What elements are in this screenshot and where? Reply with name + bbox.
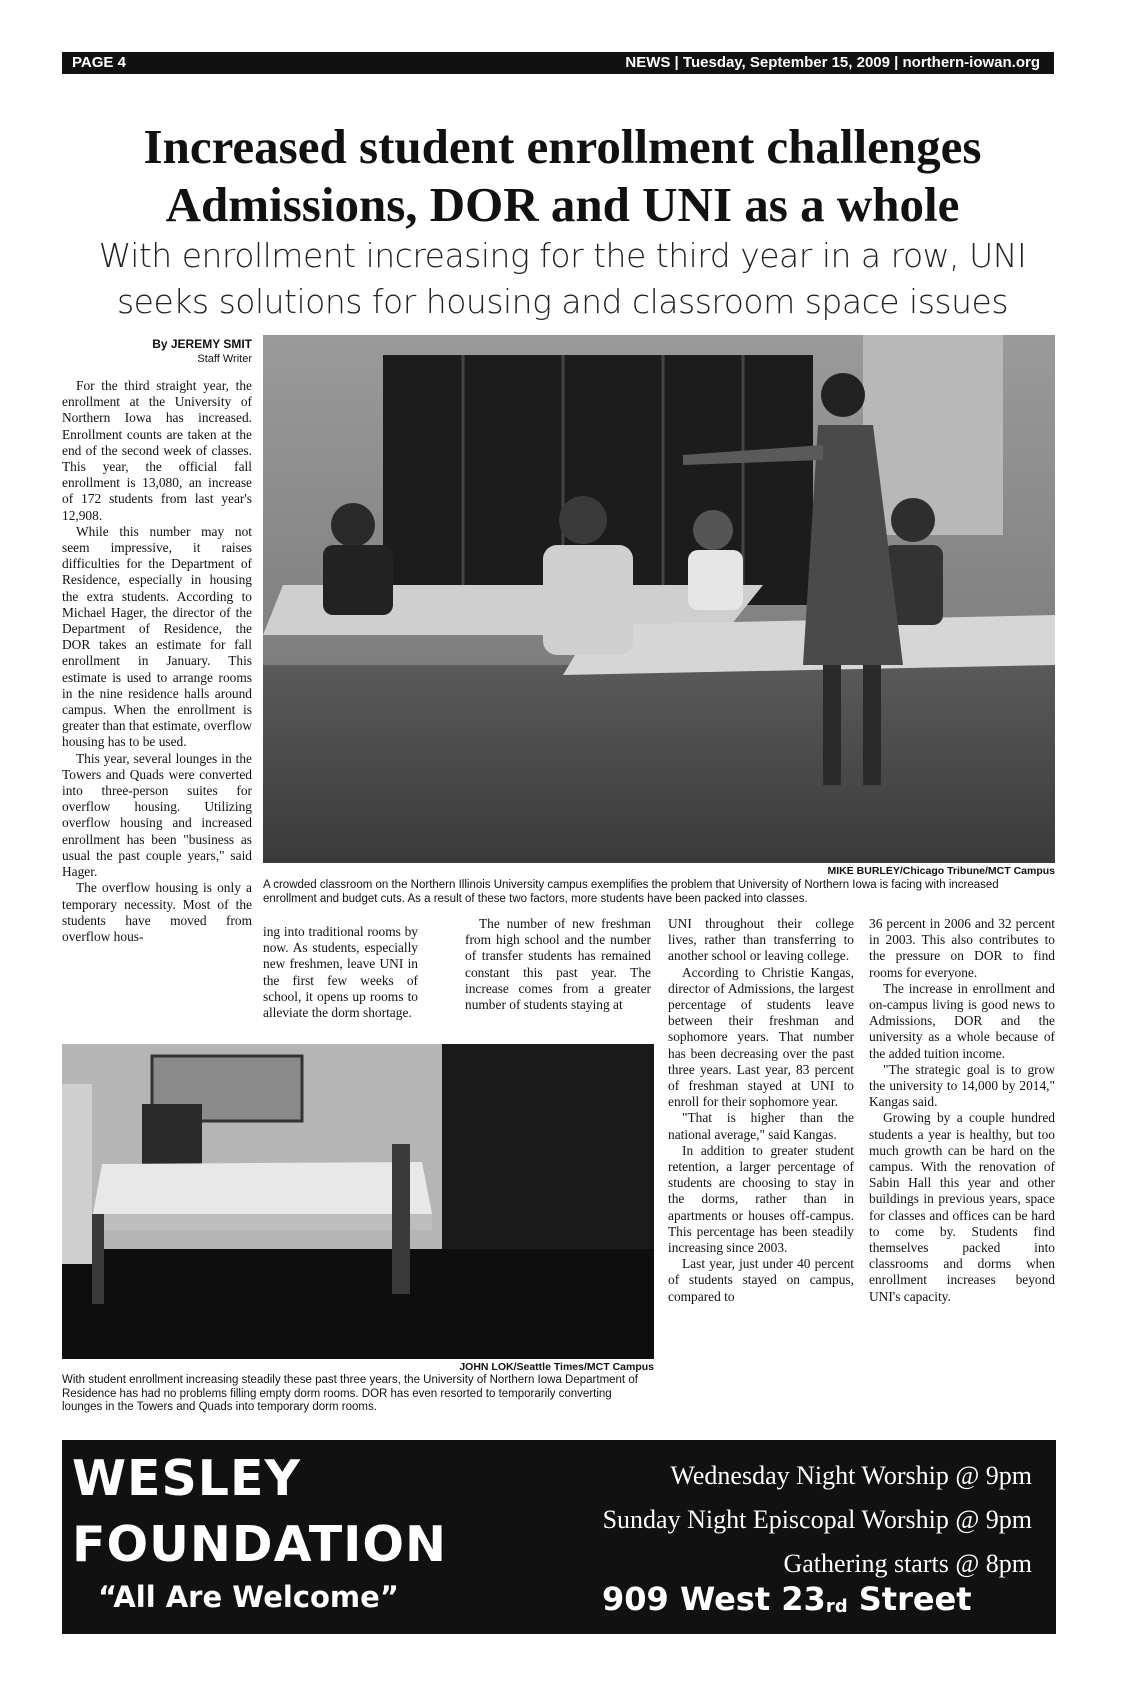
headline — [40, 118, 1085, 234]
paragraph: For the third straight year, the enrollment at the University of Northern Iowa has increased. Enrollment counts are taken at the end of the second week of classes. This year, the official fall enrollment is 13,080, an increase of 172 students from last year's 12,908. — [62, 378, 252, 523]
ad-schedule-line: Sunday Night Episcopal Worship @ 9pm — [602, 1505, 1032, 1534]
dorm-room-photo — [62, 1044, 654, 1359]
paragraph: While this number may not seem impressive, it raises difficulties for the Department of Residence, especially in housing the extra students. According to Michael Hager, the director of the Department of Residence, the DOR takes an estimate for fall enrollment in January. This estimate is used to arrange rooms in the nine residence halls around campus. When the enrollment is greater than that estimate, overflow housing has to be used. — [62, 523, 252, 750]
ad-schedule-line: Wednesday Night Worship @ 9pm — [670, 1461, 1032, 1490]
paragraph: The overflow housing is only a temporary necessity. Most of the students have moved from overflow hous- — [62, 880, 252, 944]
paragraph: This year, several lounges in the Towers and Quads were converted into three-person suites for overflow housing. Utilizing overflow housing and increased enrollment has been "business as usual the past couple years," said Hager. — [62, 750, 252, 880]
paragraph: ing into traditional rooms by now. As students, especially new freshmen, leave UNI in the first few weeks of school, it opens up rooms to alleviate the dorm shortage. — [263, 924, 418, 1021]
byline-title: Staff Writer — [197, 353, 252, 365]
page-header-bar — [62, 52, 1054, 74]
article-column-1 — [62, 378, 252, 945]
ad-address — [602, 1580, 972, 1618]
dorm-room-photo-image — [62, 1044, 654, 1359]
byline-name: By JEREMY SMIT — [152, 337, 252, 351]
classroom-photo-image — [263, 335, 1055, 863]
article-column-5 — [869, 916, 1055, 1305]
ad-address-street: Street — [847, 1580, 972, 1618]
section-dateline: NEWS | Tuesday, September 15, 2009 | northern-iowan.org — [625, 54, 1040, 71]
article-column-3 — [465, 916, 651, 1013]
page-number: PAGE 4 — [72, 54, 126, 71]
photo-caption: A crowded classroom on the Northern Illinois University campus exemplifies the problem that University of Northern Iowa is facing with increased enrollment and budget cuts. As a result of these two factors, more students have been packed into classes. — [263, 879, 999, 905]
byline — [62, 337, 252, 365]
paragraph: According to Christie Kangas, director of Admissions, the largest percentage of students leave between their freshman and sophomore years. That number has been decreasing over the past three years. Last year, 83 percent of freshman stayed at UNI to enroll for their sophomore year. — [668, 964, 854, 1110]
paragraph: Last year, just under 40 percent of students stayed on campus, compared to — [668, 1256, 854, 1304]
subheadline-line-1: With enrollment increasing for the third year in a row, UNI — [98, 236, 1027, 275]
subheadline — [40, 233, 1085, 325]
wesley-foundation-ad — [62, 1440, 1056, 1634]
ad-organization-name — [72, 1446, 447, 1578]
paragraph: "The strategic goal is to grow the university to 14,000 by 2014," Kangas said. — [869, 1061, 1055, 1110]
photo-credit-2: JOHN LOK/Seattle Times/MCT Campus — [459, 1361, 654, 1373]
classroom-photo — [263, 335, 1055, 863]
paragraph: The number of new freshman from high school and the number of transfer students has remained constant this past year. The increase comes from a greater number of students staying at — [465, 916, 651, 1013]
subheadline-line-2: seeks solutions for housing and classroom space issues — [116, 282, 1009, 321]
paragraph: "That is higher than the national average," said Kangas. — [668, 1110, 854, 1142]
paragraph: In addition to greater student retention, a larger percentage of students are choosing to stay in the dorms, rather than in apartments or houses off-campus. This percentage has been steadily increasing since 2003. — [668, 1142, 854, 1256]
ad-name-line-1: WESLEY — [72, 1450, 301, 1507]
headline-line-2: Admissions, DOR and UNI as a whole — [165, 177, 960, 232]
headline-line-1: Increased student enrollment challenges — [143, 119, 982, 174]
photo-credit: MIKE BURLEY/Chicago Tribune/MCT Campus — [827, 865, 1055, 877]
ad-name-line-2: FOUNDATION — [72, 1516, 448, 1573]
photo-caption-2: With student enrollment increasing steadily these past three years, the University of Northern Iowa Department of Residence has had no problems filling empty dorm rooms. DOR has even resorted to temporarily converting lounges in the Towers and Quads into temporary dorm rooms. — [62, 1374, 638, 1413]
ad-address-number: 909 West 23 — [602, 1580, 826, 1618]
paragraph: Growing by a couple hundred students a year is healthy, but too much growth can be hard on the campus. With the renovation of Sabin Hall this year and other buildings in previous years, space for classes and offices can be hard to come by. Students find themselves packed into classrooms and dorms when enrollment increases beyond UNI's capacity. — [869, 1110, 1055, 1304]
article-column-4 — [668, 916, 854, 1305]
ad-schedule — [603, 1454, 1032, 1586]
ad-address-suffix: rd — [825, 1596, 848, 1617]
article-column-2 — [263, 924, 418, 1021]
paragraph: The increase in enrollment and on-campus living is good news to Admissions, DOR and the university as a whole because of the added tuition income. — [869, 980, 1055, 1061]
ad-schedule-line: Gathering starts @ 8pm — [783, 1549, 1032, 1578]
paragraph: 36 percent in 2006 and 32 percent in 2003. This also contributes to the pressure on DOR to find rooms for everyone. — [869, 916, 1055, 980]
ad-tagline: “All Are Welcome” — [98, 1580, 399, 1614]
paragraph: UNI throughout their college lives, rather than transferring to another school or leaving college. — [668, 916, 854, 964]
